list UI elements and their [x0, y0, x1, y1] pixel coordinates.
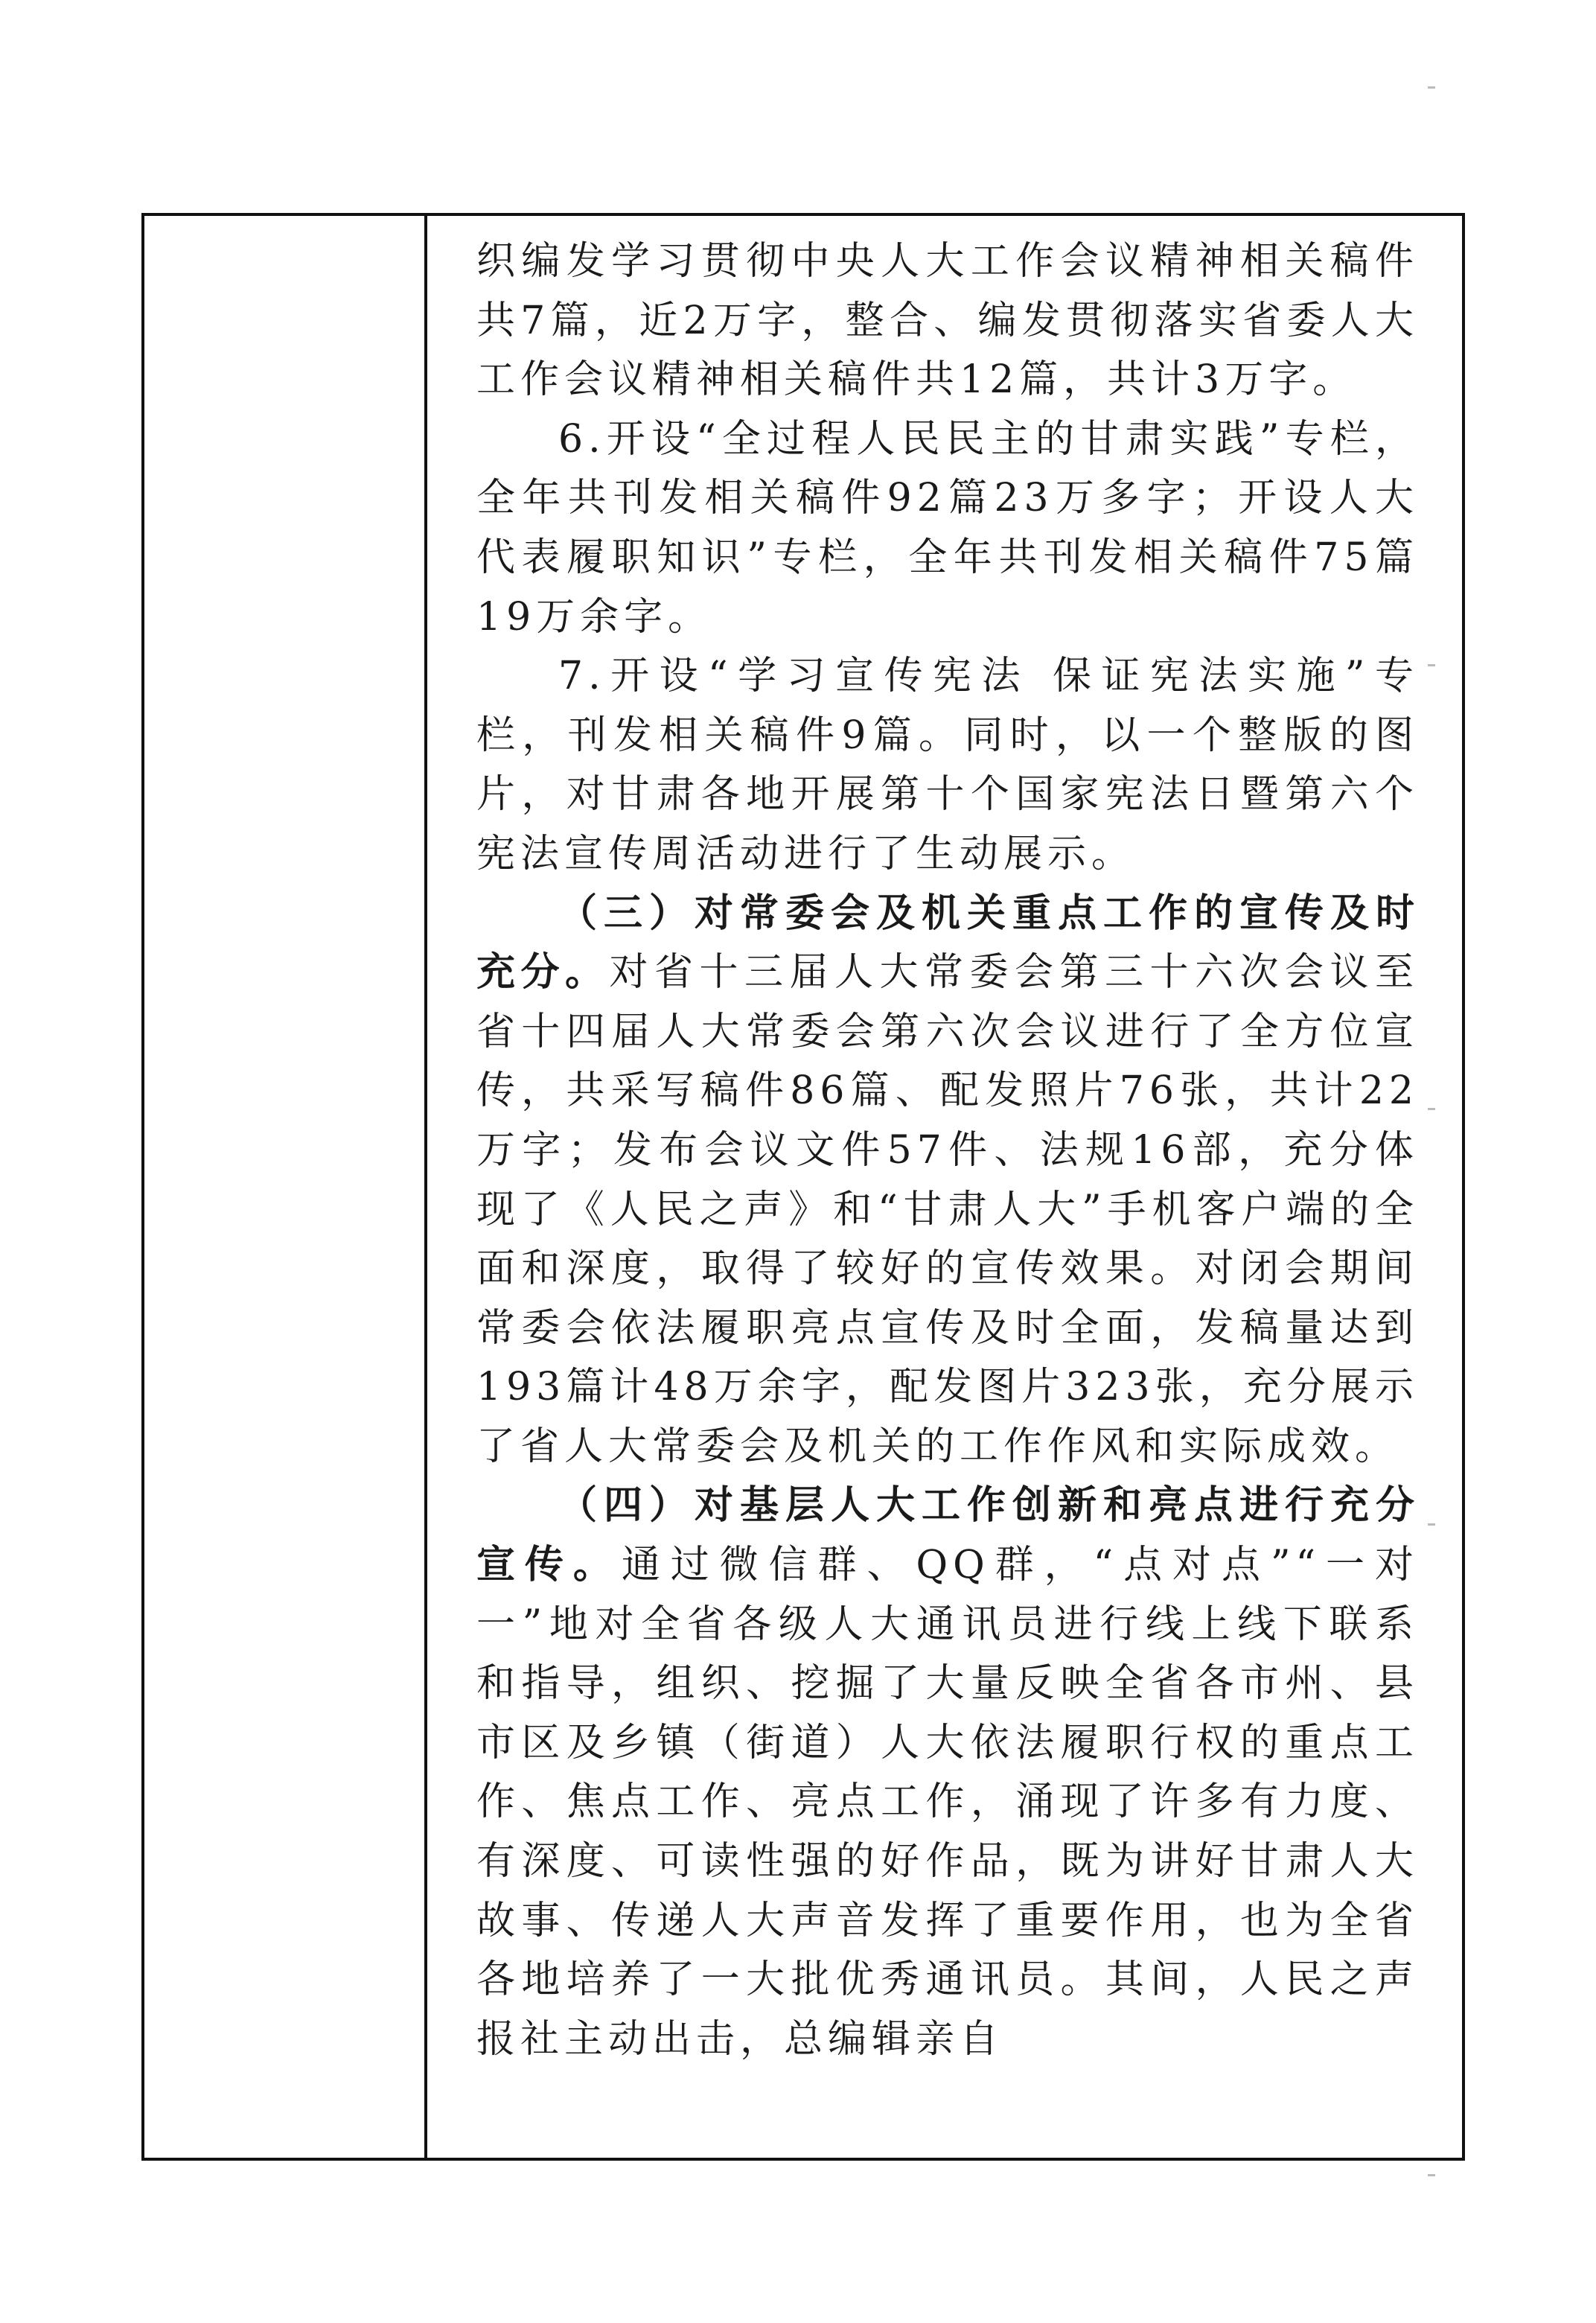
paragraph-item-6 [476, 410, 1419, 647]
section-heading: （四）对基层人大工作创新和亮点进行充分宣传。 [476, 1483, 1419, 1588]
paragraph-continued [476, 232, 1419, 410]
paragraph-text: 对省十三届人大常委会第三十六次会议至省十四届人大常委会第六次会议进行了全方位宣传，共采写稿件86篇、配发照片76张，共计22万字；发布会议文件57件、法规16部，充分体现了《人民之声》和“甘肃人大”手机客户端的全面和深度，取得了较好的宣传效果。对闭会期间常委会依法履职亮点宣传及时全面，发稿量达到193篇计48万余字，配发图片323张，充分展示了省人大常委会及机关的工作作风和实际成效。 [476, 950, 1419, 1469]
paragraph-text: 通过微信群、QQ群，“点对点”“一对一”地对全省各级人大通讯员进行线上线下联系和指导，组织、挖掘了大量反映全省各市州、县市区及乡镇（街道）人大依法履职行权的重点工作、焦点工作、亮点工作，涌现了许多有力度、有深度、可读性强的好作品，既为讲好甘肃人大故事、传递人大声音发挥了重要作用，也为全省各地培养了一大批优秀通讯员。其间，人民之声报社主动出击，总编辑亲自 [476, 1543, 1419, 2062]
section-heading: （三）对常委会及机关重点工作的宣传及时充分。 [476, 890, 1419, 995]
scan-speck [1428, 1523, 1435, 1526]
paragraph-text: 织编发学习贯彻中央人大工作会议精神相关稿件共7篇，近2万字，整合、编发贯彻落实省委人大工作会议精神相关稿件共12篇，共计3万字。 [476, 239, 1419, 403]
paragraph-section-3 [476, 885, 1419, 1477]
table-content-cell [430, 216, 1462, 2158]
paragraph-section-4 [476, 1476, 1419, 2069]
paragraph-item-7 [476, 647, 1419, 884]
scan-speck [1428, 1108, 1435, 1110]
paragraph-text: 7.开设“学习宣传宪法 保证宪法实施”专栏，刊发相关稿件9篇。同时，以一个整版的图片，对甘肃各地开展第十个国家宪法日暨第六个宪法宣传周活动进行了生动展示。 [476, 654, 1419, 876]
table-label-cell [144, 216, 427, 2158]
scan-speck [1428, 86, 1435, 89]
paragraph-text: 6.开设“全过程人民民主的甘肃实践”专栏，全年共刊发相关稿件92篇23万多字；开设人大代表履职知识”专栏，全年共刊发相关稿件75篇19万余字。 [476, 416, 1419, 640]
scan-speck [1428, 664, 1435, 666]
report-table [141, 213, 1465, 2161]
scan-speck [1428, 2174, 1435, 2176]
